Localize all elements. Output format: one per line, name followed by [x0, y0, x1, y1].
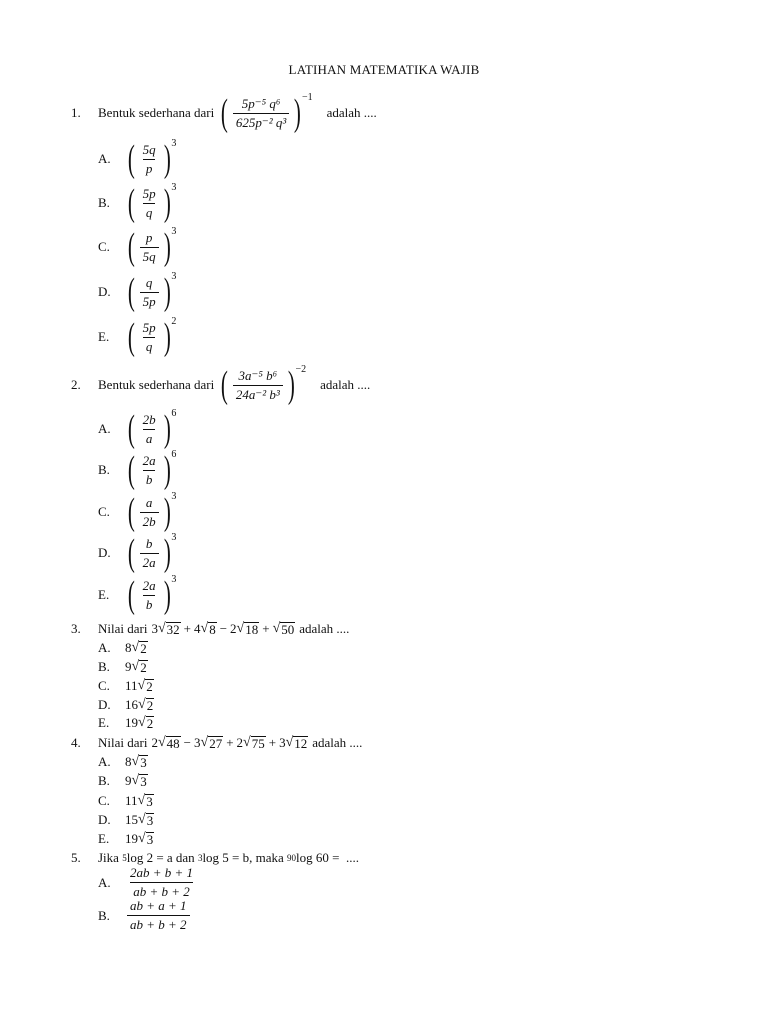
- answer-option[interactable]: [98, 812, 154, 828]
- radicand: 3: [146, 794, 153, 809]
- radical: 19 √ 3: [125, 831, 154, 847]
- radical: 2 √ 18: [230, 621, 259, 637]
- question-number: 4.: [71, 735, 81, 750]
- coefficient: 15: [125, 812, 138, 827]
- question-5: [71, 850, 359, 866]
- option-letter: E.: [98, 831, 110, 846]
- radical: 15 √ 3: [125, 812, 154, 828]
- radical: 16 √ 2: [125, 697, 154, 713]
- radical: 8 √ 3: [125, 754, 147, 770]
- fraction-denominator: b: [143, 595, 156, 612]
- fraction-denominator: p: [143, 159, 156, 176]
- question-4: [71, 735, 362, 751]
- exponent: 3: [171, 531, 177, 543]
- radicand: 3: [140, 755, 147, 770]
- exponent: 3: [171, 270, 177, 282]
- question-number: 1.: [71, 105, 81, 120]
- option-letter: D.: [98, 545, 111, 560]
- coefficient: 4: [194, 621, 201, 636]
- radical-expression: [151, 621, 295, 637]
- question-tail: adalah ....: [312, 735, 363, 750]
- radicand: 32: [166, 622, 180, 637]
- option-letter: E.: [98, 329, 110, 344]
- answer-option[interactable]: [98, 773, 148, 789]
- question-stem: Nilai dari: [98, 735, 148, 750]
- radicand: 3: [146, 813, 154, 828]
- radicand: 18: [245, 622, 259, 637]
- question-2: [71, 363, 371, 406]
- radicand: 2: [146, 679, 153, 694]
- option-letter: B.: [98, 659, 110, 674]
- answer-option[interactable]: [98, 659, 148, 675]
- exponent: 2: [171, 315, 177, 327]
- question-number: 3.: [71, 621, 81, 636]
- answer-option[interactable]: [98, 793, 154, 809]
- coefficient: 8: [125, 754, 132, 769]
- answer-option[interactable]: [98, 866, 198, 899]
- exponent: 6: [171, 448, 177, 460]
- question-stem: Bentuk sederhana dari: [98, 377, 215, 392]
- answer-option[interactable]: [98, 270, 177, 313]
- exponent: 3: [171, 573, 177, 585]
- answer-option[interactable]: [98, 181, 177, 224]
- radicand: 12: [294, 736, 308, 751]
- question-stem: Jika 5 log 2 = a dan 3 log 5 = b, maka 90 log 60 = ....: [98, 850, 359, 865]
- option-letter: C.: [98, 678, 110, 693]
- fraction-numerator: ab + a + 1: [130, 898, 187, 913]
- option-letter: A.: [98, 874, 111, 890]
- question-stem: Bentuk sederhana dari: [98, 105, 215, 120]
- coefficient: 2: [236, 735, 244, 750]
- option-expression: [127, 866, 196, 899]
- fraction-numerator: 5p: [142, 185, 156, 201]
- answer-option[interactable]: [98, 831, 154, 847]
- option-letter: A.: [98, 754, 111, 769]
- option-letter: D.: [98, 697, 111, 712]
- outer-exponent: −1: [301, 91, 313, 103]
- fraction-denominator: ab + b + 2: [127, 915, 190, 932]
- question-tail: adalah ....: [320, 377, 371, 392]
- radical: 19 √ 2: [125, 715, 154, 731]
- radicand: 75: [251, 736, 265, 751]
- exponent: 3: [171, 490, 177, 502]
- question-number: 5.: [71, 850, 81, 865]
- operator: +: [268, 735, 277, 750]
- option-letter: C.: [98, 793, 110, 808]
- coefficient: 19: [125, 831, 138, 846]
- coefficient: 8: [125, 640, 132, 655]
- exponent: 6: [171, 407, 177, 419]
- option-expression: ( $\frac{b}{2a}$ ) 3: [127, 531, 177, 574]
- fraction-denominator: q: [143, 203, 156, 220]
- answer-option[interactable]: [98, 715, 154, 731]
- fraction-numerator: 2ab + b + 1: [130, 865, 194, 880]
- answer-option[interactable]: [98, 754, 148, 770]
- operator: +: [183, 621, 191, 636]
- coefficient: 3: [151, 621, 158, 636]
- question-stem: Nilai dari: [98, 621, 148, 636]
- expression: ( $\frac{\text{3a⁻⁵ b⁶}}{\text{24a⁻² b³}}$ ) −2: [221, 363, 307, 406]
- fraction-numerator: 2a: [142, 577, 156, 593]
- question-1: [71, 91, 377, 134]
- fraction-numerator: 5p: [142, 319, 156, 335]
- page-title: LATIHAN MATEMATIKA WAJIB: [288, 62, 480, 77]
- fraction-denominator: 2a: [140, 553, 159, 570]
- option-letter: A.: [98, 151, 111, 166]
- operator: +: [262, 621, 270, 636]
- operator: +: [226, 735, 234, 750]
- radicand: 3: [146, 832, 154, 847]
- radical: 11 √ 2: [125, 678, 153, 694]
- answer-option[interactable]: [98, 573, 177, 616]
- fraction-denominator: 2b: [140, 512, 159, 529]
- answer-option[interactable]: [98, 697, 154, 713]
- exponent: 3: [171, 137, 177, 149]
- answer-option[interactable]: [98, 678, 154, 694]
- fraction-numerator: 5q: [142, 141, 156, 157]
- option-expression: [127, 899, 190, 932]
- answer-option[interactable]: [98, 448, 177, 491]
- operator: −: [219, 621, 228, 636]
- option-expression: ( $\frac{2b}{a}$ ) 6: [127, 407, 177, 450]
- option-expression: ( $\frac{2a}{b}$ ) 3: [127, 573, 177, 616]
- coefficient: 9: [125, 659, 132, 674]
- answer-option[interactable]: [98, 225, 177, 268]
- fraction-denominator: a: [143, 429, 156, 446]
- option-expression: ( $\frac{5q}{p}$ ) 3: [127, 137, 177, 180]
- option-letter: A.: [98, 640, 111, 655]
- coefficient: 3: [279, 735, 286, 750]
- option-letter: E.: [98, 587, 110, 602]
- radicand: 2: [140, 660, 147, 675]
- radical: 3 √ 32: [151, 621, 180, 637]
- option-letter: C.: [98, 504, 110, 519]
- option-letter: A.: [98, 421, 111, 436]
- radicand: 2: [140, 641, 147, 656]
- radical: √ 50: [272, 621, 295, 637]
- option-letter: B.: [98, 907, 110, 923]
- coefficient: 19: [125, 715, 138, 730]
- question-tail: adalah ....: [326, 105, 377, 120]
- exponent: 3: [171, 225, 177, 237]
- fraction-denominator: b: [143, 470, 156, 487]
- radical-expression: [151, 735, 308, 751]
- radicand: 50: [281, 622, 295, 637]
- fraction-numerator: b: [145, 535, 153, 551]
- option-expression: ( $\frac{5p}{q}$ ) 2: [127, 315, 177, 358]
- coefficient: 16: [125, 697, 138, 712]
- option-expression: ( $\frac{5p}{q}$ ) 3: [127, 181, 177, 224]
- fraction-numerator: 5p⁻⁵ q⁶: [241, 95, 281, 111]
- radicand: 2: [146, 716, 154, 731]
- coefficient: 2: [151, 735, 158, 750]
- question-tail: adalah ....: [299, 621, 350, 636]
- fraction-denominator: ab + b + 2: [130, 882, 193, 899]
- radical: 2 √ 48: [151, 735, 180, 751]
- fraction-denominator: 625p⁻² q³: [233, 113, 289, 130]
- option-expression: ( $\frac{2a}{b}$ ) 6: [127, 448, 177, 491]
- answer-option[interactable]: [98, 137, 177, 180]
- fraction-numerator: 2a: [142, 452, 156, 468]
- coefficient: 11: [125, 678, 138, 693]
- operator: −: [183, 735, 191, 750]
- fraction-denominator: q: [143, 337, 156, 354]
- fraction-denominator: 5q: [140, 247, 159, 264]
- fraction-denominator: 5p: [140, 292, 159, 309]
- answer-option[interactable]: [98, 640, 148, 656]
- coefficient: 9: [125, 773, 132, 788]
- radical: 9 √ 2: [125, 659, 147, 675]
- answer-option[interactable]: [98, 315, 177, 358]
- fraction-numerator: p: [145, 229, 153, 245]
- coefficient: 3: [194, 735, 201, 750]
- option-letter: D.: [98, 284, 111, 299]
- radicand: 3: [140, 774, 147, 789]
- answer-option[interactable]: [98, 531, 177, 574]
- radical: 9 √ 3: [125, 773, 147, 789]
- option-expression: ( $\frac{a}{2b}$ ) 3: [127, 490, 177, 533]
- answer-option[interactable]: [98, 490, 177, 533]
- option-letter: B.: [98, 195, 110, 210]
- outer-exponent: −2: [295, 363, 307, 375]
- radical: 2 √ 75: [236, 735, 265, 751]
- option-expression: ( $\frac{p}{5q}$ ) 3: [127, 225, 177, 268]
- radical: 11 √ 3: [125, 793, 153, 809]
- option-expression: ( $\frac{q}{5p}$ ) 3: [127, 270, 177, 313]
- fraction-numerator: 2b: [142, 411, 156, 427]
- option-letter: C.: [98, 239, 110, 254]
- question-number: 2.: [71, 377, 81, 392]
- radicand: 8: [209, 622, 216, 637]
- fraction-numerator: a: [145, 494, 153, 510]
- fraction-numerator: q: [145, 274, 153, 290]
- coefficient: 2: [230, 621, 237, 636]
- radical: 4 √ 8: [194, 621, 216, 637]
- coefficient: 11: [125, 793, 138, 808]
- radical: 3 √ 27: [194, 735, 223, 751]
- radical: 8 √ 2: [125, 640, 147, 656]
- radicand: 2: [146, 698, 154, 713]
- option-letter: E.: [98, 715, 110, 730]
- answer-option[interactable]: [98, 899, 192, 932]
- fraction-numerator: 3a⁻⁵ b⁶: [238, 367, 278, 383]
- exponent: 3: [171, 181, 177, 193]
- radicand: 27: [209, 736, 223, 751]
- option-letter: B.: [98, 773, 110, 788]
- fraction-denominator: 24a⁻² b³: [233, 385, 283, 402]
- option-letter: B.: [98, 462, 110, 477]
- option-letter: D.: [98, 812, 111, 827]
- radicand: 48: [166, 736, 180, 751]
- answer-option[interactable]: [98, 407, 177, 450]
- radical: 3 √ 12: [279, 735, 308, 751]
- expression: ( $\frac{\text{5p⁻⁵ q⁶}}{\text{625p⁻² q³}}$ ) −1: [221, 91, 313, 134]
- question-3: [71, 621, 349, 637]
